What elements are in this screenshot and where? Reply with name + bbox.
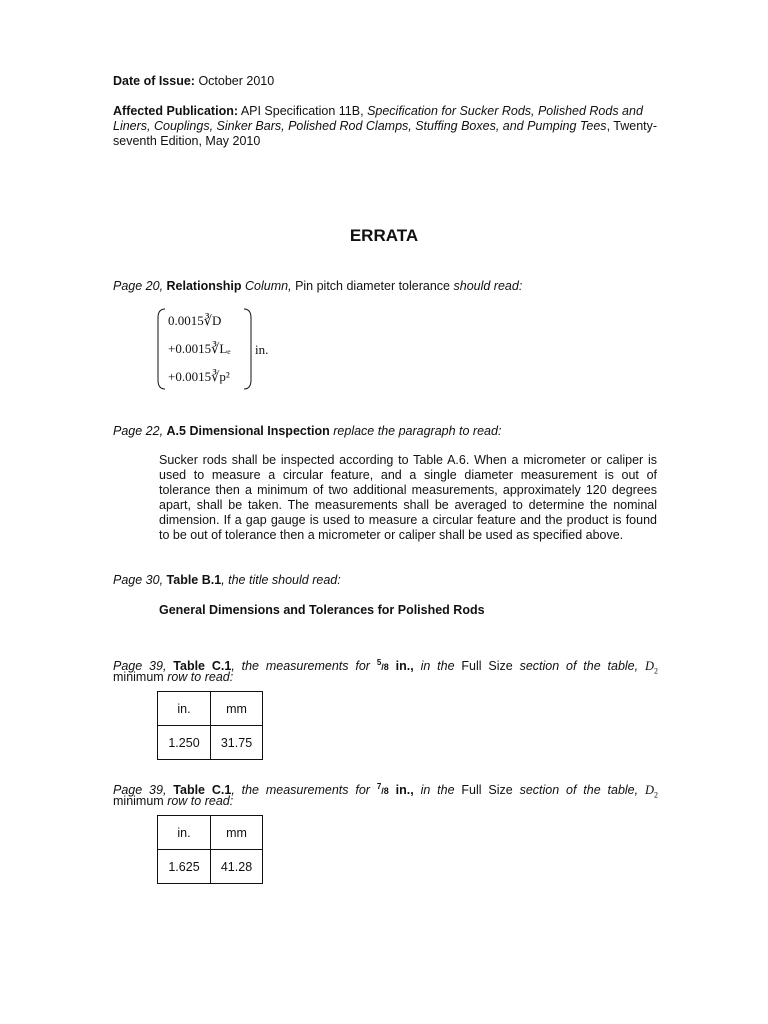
measurement-table-5-8 [157,691,263,760]
page-title: ERRATA [349,226,419,245]
errata-item-page-30 [113,573,658,588]
item-text-c: section of the table, [519,783,639,797]
fraction-denominator: /8 [381,662,389,672]
item-d2: $D_2$ [644,659,658,676]
item-italic-end: replace the paragraph to read: [333,424,502,438]
item-table: Table C.1 [173,659,232,673]
date-label: Date of Issue: [113,74,195,88]
item-page: Page 20, [113,279,164,293]
errata-item-page-20 [113,279,658,294]
item-line2-b: row to read: [167,670,234,684]
table-b1-title: General Dimensions and Tolerances for Polished Rods [159,603,485,617]
item-text-a: , the measurements for [231,783,370,797]
affected-pre: API Specification 11B, [240,104,364,118]
fraction-numerator: 7 [376,782,382,791]
table-cell-mm: 31.75 [211,726,263,760]
formula-unit: in. [255,342,269,357]
item-full-size: Full Size [461,783,513,797]
item-line2-a: minimum [113,794,164,808]
item-page: Page 30, [113,573,164,587]
tolerance-formula [156,306,316,392]
item-bold: Relationship [166,279,242,293]
item-line2-a: minimum [113,670,164,684]
table-row [158,816,263,850]
affected-title-2: Liners, Couplings, Sinker Bars, Polished Rod Clamps, Stuffing Boxes, and Pumping Tees [113,119,607,133]
item-italic-end: should read: [453,279,523,293]
measurement-table-7-8 [157,815,263,884]
item-page: Page 22, [113,424,164,438]
item-bold: Table B.1 [166,573,222,587]
affected-label: Affected Publication: [113,104,239,118]
item-text-c: section of the table, [519,659,639,673]
item-unit: in., [395,783,414,797]
table-header-in: in. [158,692,211,726]
errata-item-page-39-a-line-2 [113,670,658,685]
affected-title-1: Specification for Sucker Rods, Polished Rods and [367,104,643,118]
errata-item-page-39-b-line-2 [113,794,658,809]
affected-publication-line-3 [113,134,658,149]
item-italic-mid: Column, [245,279,292,293]
item-table: Table C.1 [173,783,232,797]
table-cell-in: 1.625 [158,850,211,884]
item-full-size: Full Size [461,659,513,673]
table-header-mm: mm [211,692,263,726]
item-italic-end: , the title should read: [221,573,341,587]
item-page: Page 39, [113,659,167,673]
item-text-b: in the [420,659,455,673]
formula-row-2: +0.0015∛Lₑ [168,341,231,356]
table-row [158,692,263,726]
fraction-numerator: 5 [376,658,382,667]
errata-item-page-22 [113,424,658,439]
affected-publication-line-1 [113,104,658,119]
item-plain: Pin pitch diameter tolerance [295,279,451,293]
item-unit: in., [395,659,414,673]
fraction-denominator: /8 [381,786,389,796]
item-bold: A.5 Dimensional Inspection [166,424,330,438]
formula-row-1: 0.0015∛D [168,313,222,328]
item-page: Page 39, [113,783,167,797]
table-row [158,726,263,760]
affected-line-3: seventh Edition, May 2010 [113,134,261,148]
item-text-b: in the [420,783,455,797]
table-cell-in: 1.250 [158,726,211,760]
date-of-issue [113,74,658,89]
table-row [158,850,263,884]
replacement-paragraph: Sucker rods shall be inspected according to Table A.6. When a micrometer or caliper is used to measure a circular feature, and a single diameter measurement is out of tolerance then a minimum of two additional measurements, approximately 120 degrees apart, shall be taken. The measurements shall be averaged to determine the nominal dimension. If a gap gauge is used to measure a circular feature and the product is found to be out of tolerance then a micrometer or caliper shall be used as specified above. [159,453,657,542]
table-header-in: in. [158,816,211,850]
item-line2-b: row to read: [167,794,234,808]
affected-post-2: , Twenty- [606,119,658,133]
formula-row-3: +0.0015∛p² [168,369,230,384]
date-value: October 2010 [198,74,275,88]
table-header-mm: mm [211,816,263,850]
item-d2: $D_2$ [644,783,658,800]
affected-publication-line-2 [113,119,658,134]
table-cell-mm: 41.28 [211,850,263,884]
item-text-a: , the measurements for [231,659,370,673]
